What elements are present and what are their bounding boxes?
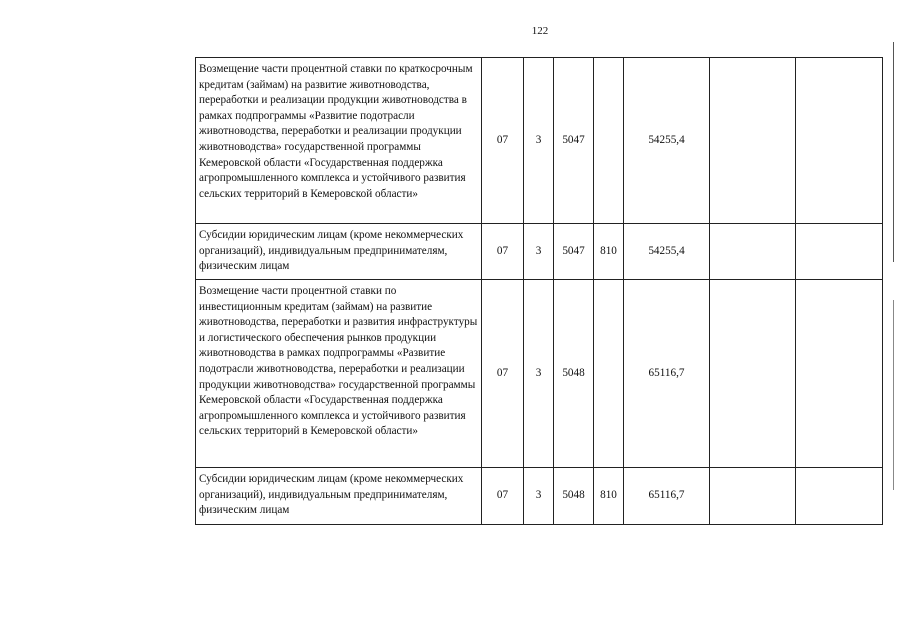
row-name-cell: Возмещение части процентной ставки по краткосрочным кредитам (займам) на развитие животноводства, переработки и реализации продукции животноводства в рамках подпрограммы «Развитие подотрасли животноводства, переработки и реализации продукции животноводства» государственной программы Кемеровской области «Государственная поддержка агропромышленного комплекса и устойчивого развития сельских территорий в Кемеровской области» <box>196 58 482 224</box>
target-article-cell: 5048 <box>554 468 594 525</box>
target-article-cell: 5047 <box>554 224 594 280</box>
empty-cell-2 <box>796 58 883 224</box>
section-cell: 07 <box>482 280 524 468</box>
amount-cell: 65116,7 <box>624 280 710 468</box>
expense-type-cell: 810 <box>594 468 624 525</box>
amount-cell: 65116,7 <box>624 468 710 525</box>
amount-cell: 54255,4 <box>624 58 710 224</box>
table-row <box>196 280 883 468</box>
empty-cell-1 <box>710 224 796 280</box>
expense-type-cell <box>594 58 624 224</box>
target-article-cell: 5048 <box>554 280 594 468</box>
page-number: 122 <box>531 25 549 37</box>
table-row <box>196 58 883 224</box>
subsection-cell: 3 <box>524 224 554 280</box>
row-name-cell: Возмещение части процентной ставки по инвестиционным кредитам (займам) на развитие животноводства, переработки и развития инфраструктуры и логистического обеспечения рынков продукции животноводства в рамках подпрограммы «Развитие подотрасли животноводства, переработки и реализации продукции животноводства» государственной программы Кемеровской области «Государственная поддержка агропромышленного комплекса и устойчивого развития сельских территорий в Кемеровской области» <box>196 280 482 468</box>
empty-cell-1 <box>710 58 796 224</box>
table-row <box>196 224 883 280</box>
empty-cell-1 <box>710 468 796 525</box>
row-name-cell: Субсидии юридическим лицам (кроме некоммерческих организаций), индивидуальным предпринимателям, физическим лицам <box>196 468 482 525</box>
scan-edge-line-lower <box>893 300 894 490</box>
amount-cell: 54255,4 <box>624 224 710 280</box>
budget-table <box>195 57 883 525</box>
subsection-cell: 3 <box>524 468 554 525</box>
scan-edge-line <box>893 42 894 262</box>
expense-type-cell <box>594 280 624 468</box>
table-row <box>196 468 883 525</box>
subsection-cell: 3 <box>524 58 554 224</box>
section-cell: 07 <box>482 224 524 280</box>
empty-cell-1 <box>710 280 796 468</box>
row-name-cell: Субсидии юридическим лицам (кроме некоммерческих организаций), индивидуальным предпринимателям, физическим лицам <box>196 224 482 280</box>
expense-type-cell: 810 <box>594 224 624 280</box>
section-cell: 07 <box>482 58 524 224</box>
empty-cell-2 <box>796 468 883 525</box>
section-cell: 07 <box>482 468 524 525</box>
empty-cell-2 <box>796 280 883 468</box>
empty-cell-2 <box>796 224 883 280</box>
target-article-cell: 5047 <box>554 58 594 224</box>
subsection-cell: 3 <box>524 280 554 468</box>
